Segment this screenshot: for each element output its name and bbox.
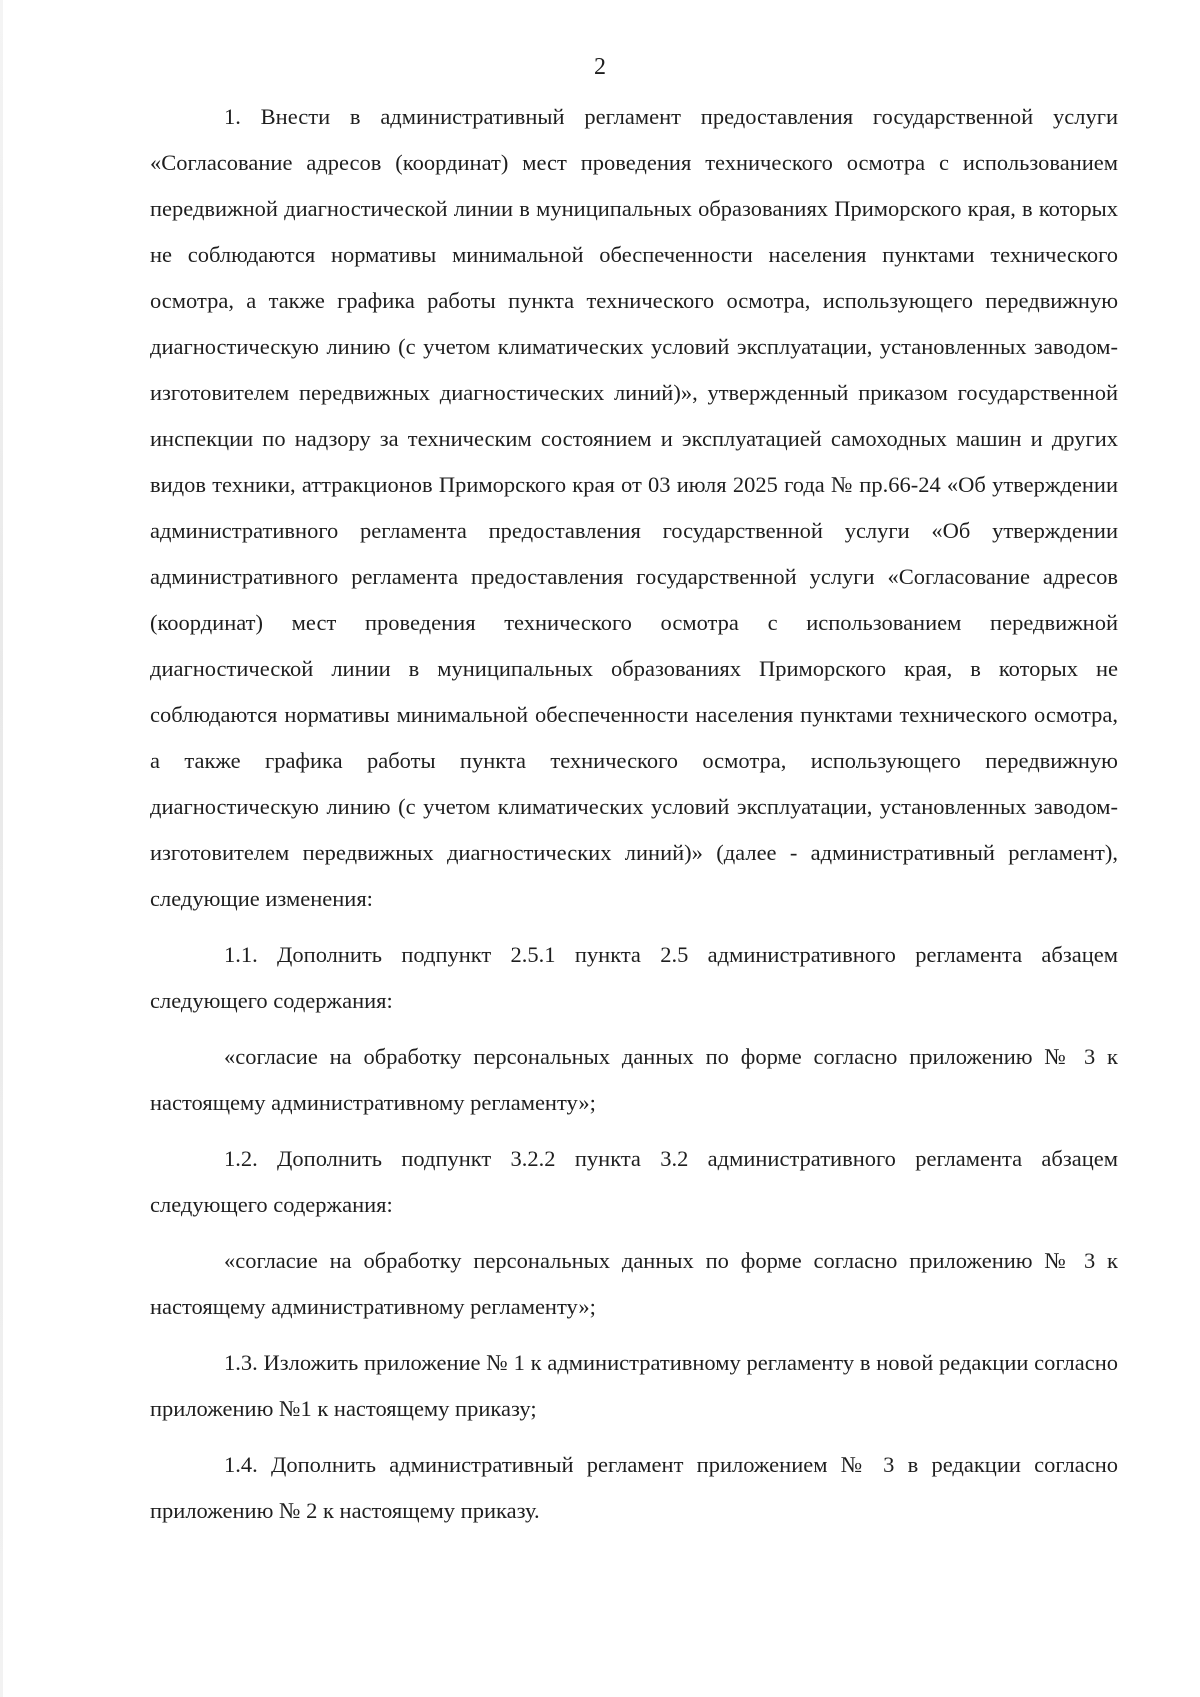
paragraph-1: 1. Внести в административный регламент предоставления государственной услуги «Согласование адресов (координат) мест проведения технического осмотра с использованием передвижной диагностической линии в муниципальных образованиях Приморского края, в которых не соблюдаются нормативы минимальной обеспеченности населения пунктами технического осмотра, а также графика работы пункта технического осмотра, использующего передвижную диагностическую линию (с учетом климатических условий эксплуатации, установленных заводом-изготовителем передвижных диагностических линий)», утвержденный приказом государственной инспекции по надзору за техническим состоянием и эксплуатацией самоходных машин и других видов техники, аттракционов Приморского края от 03 июля 2025 года № пр.66-24 «Об утверждении административного регламента предоставления государственной услуги «Об утверждении административного регламента предоставления государственной услуги «Согласование адресов (координат) мест проведения технического осмотра с использованием передвижной диагностической линии в муниципальных образованиях Приморского края, в которых не соблюдаются нормативы минимальной обеспеченности населения пунктами технического осмотра, а также графика работы пункта технического осмотра, использующего передвижную диагностическую линию (с учетом климатических условий эксплуатации, установленных заводом-изготовителем передвижных диагностических линий)» (далее - административный регламент), следующие изменения: (150, 104, 1118, 911)
paragraph-1-2-quote: «согласие на обработку персональных данных по форме согласно приложению № 3 к настоящему административному регламенту»; (150, 1248, 1118, 1319)
scan-edge-shadow (0, 0, 3, 1697)
paragraph-1-1-quote: «согласие на обработку персональных данных по форме согласно приложению № 3 к настоящему административному регламенту»; (150, 1044, 1118, 1115)
page-number: 2 (594, 54, 606, 80)
paragraph-1-3: 1.3. Изложить приложение № 1 к административному регламенту в новой редакции согласно приложению №1 к настоящему приказу; (150, 1350, 1118, 1421)
paragraph-1-1: 1.1. Дополнить подпункт 2.5.1 пункта 2.5 административного регламента абзацем следующего содержания: (150, 942, 1118, 1013)
paragraph-1-2: 1.2. Дополнить подпункт 3.2.2 пункта 3.2 административного регламента абзацем следующего содержания: (150, 1146, 1118, 1217)
paragraph-1-4: 1.4. Дополнить административный регламент приложением № 3 в редакции согласно приложению № 2 к настоящему приказу. (150, 1452, 1118, 1523)
document-body (150, 94, 1118, 1534)
